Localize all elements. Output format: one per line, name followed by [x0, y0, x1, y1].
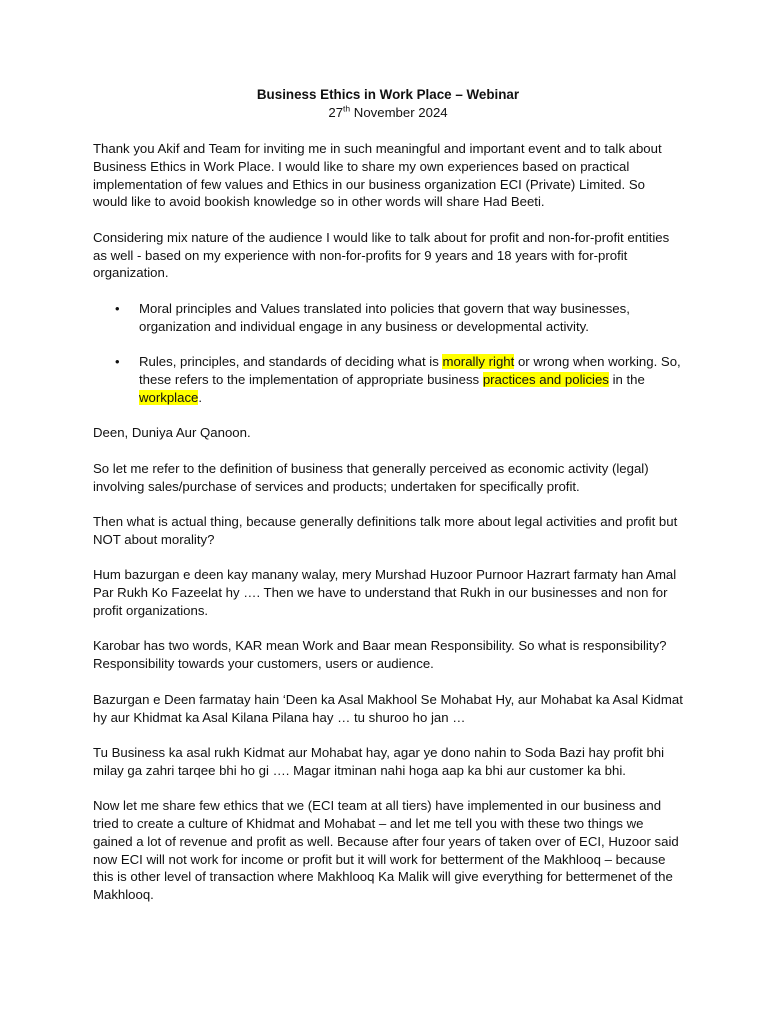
paragraph-eci-ethics: Now let me share few ethics that we (ECI team at all tiers) have implemented in our business and tried to create a culture of Khidmat and Mohabat – and let me tell you with these two things we gained a lot of revenue and profit as well. Because after four years of taken over of ECI, Huzoor said now ECI will not work for income or profit but it will work for betterment of the Makhlooq – because this is other level of transaction where Makhlooq Ka Malik will give everything for bettermenet of the Makhlooq.: [93, 798, 679, 903]
date-day: 27: [328, 105, 344, 120]
document-body: [93, 86, 683, 922]
paragraph-intro: Thank you Akif and Team for inviting me in such meaningful and important event and to talk about Business Ethics in Work Place. I would like to share my own experiences based on practical implementation of few values and Ethics in our business organization ECI (Private) Limited. So would like to avoid bookish knowledge so in other words will share Had Beeti.: [93, 141, 662, 210]
paragraph-audience: Considering mix nature of the audience I would like to talk about for profit and non-for-profit entities as well - based on my experience with non-for-profits for 9 years and 18 years with for-profit organization.: [93, 229, 670, 281]
bullet-item-moral-principles: [93, 300, 683, 336]
bullet-item-rules-principles: [93, 353, 683, 406]
paragraph-actual-thing: Then what is actual thing, because generally definitions talk more about legal activities and profit but NOT about morality?: [93, 514, 678, 547]
bullet-text: Moral principles and Values translated into policies that govern that way businesses, organization and individual engage in any business or developmental activity.: [139, 300, 630, 334]
date-month-year: November 2024: [350, 105, 448, 120]
bullet-text-part: in the: [608, 372, 645, 388]
date-ordinal-suffix: th: [343, 103, 351, 114]
bullet-icon: •: [115, 300, 120, 316]
paragraph-deen-duniya: Deen, Duniya Aur Qanoon.: [93, 425, 251, 441]
document-title: Business Ethics in Work Place – Webinar: [256, 87, 520, 102]
paragraph-karobar: Karobar has two words, KAR mean Work and Baar mean Responsibility. So what is responsibility? Responsibility towards your customers, users or audience.: [93, 638, 667, 672]
bullet-text-part: .: [198, 389, 203, 405]
paragraph-bazurgan: Bazurgan e Deen farmatay hain ‘Deen ka Asal Makhool Se Mohabat Hy, aur Mohabat ka Asal Kidmat hy aur Khidmat ka Asal Kilana Pilana hay … tu shuroo ho jan …: [93, 691, 683, 725]
highlight-practices-and-policies: practices and policies: [482, 372, 609, 388]
paragraph-business-definition: So let me refer to the definition of business that generally perceived as economic activity (legal) involving sales/purchase of services and products; undertaken for specifically profit.: [93, 460, 649, 494]
bullet-icon: •: [115, 354, 120, 370]
highlight-morally-right: morally right: [442, 354, 515, 370]
paragraph-business-rukh: Tu Business ka asal rukh Kidmat aur Mohabat hay, agar ye dono nahin to Soda Bazi hay profit bhi milay ga zahri tarqee bhi ho gi …. Magar itminan nahi hoga aap ka bhi aur customer ka bhi.: [93, 745, 665, 778]
paragraph-murshad: Hum bazurgan e deen kay manany walay, mery Murshad Huzoor Purnoor Hazrart farmaty han Amal Par Rukh Ko Fazeelat hy …. Then we have to understand that Rukh in our businesses and non for profit organizations.: [93, 567, 677, 618]
bullet-text-part: or wrong when working. So, these refers to the implementation of appropriate business: [139, 354, 681, 388]
bullet-list: [93, 300, 683, 407]
document-date: [93, 104, 683, 122]
highlight-workplace: workplace: [139, 389, 199, 405]
bullet-text-part: Rules, principles, and standards of deciding what is: [139, 354, 443, 370]
